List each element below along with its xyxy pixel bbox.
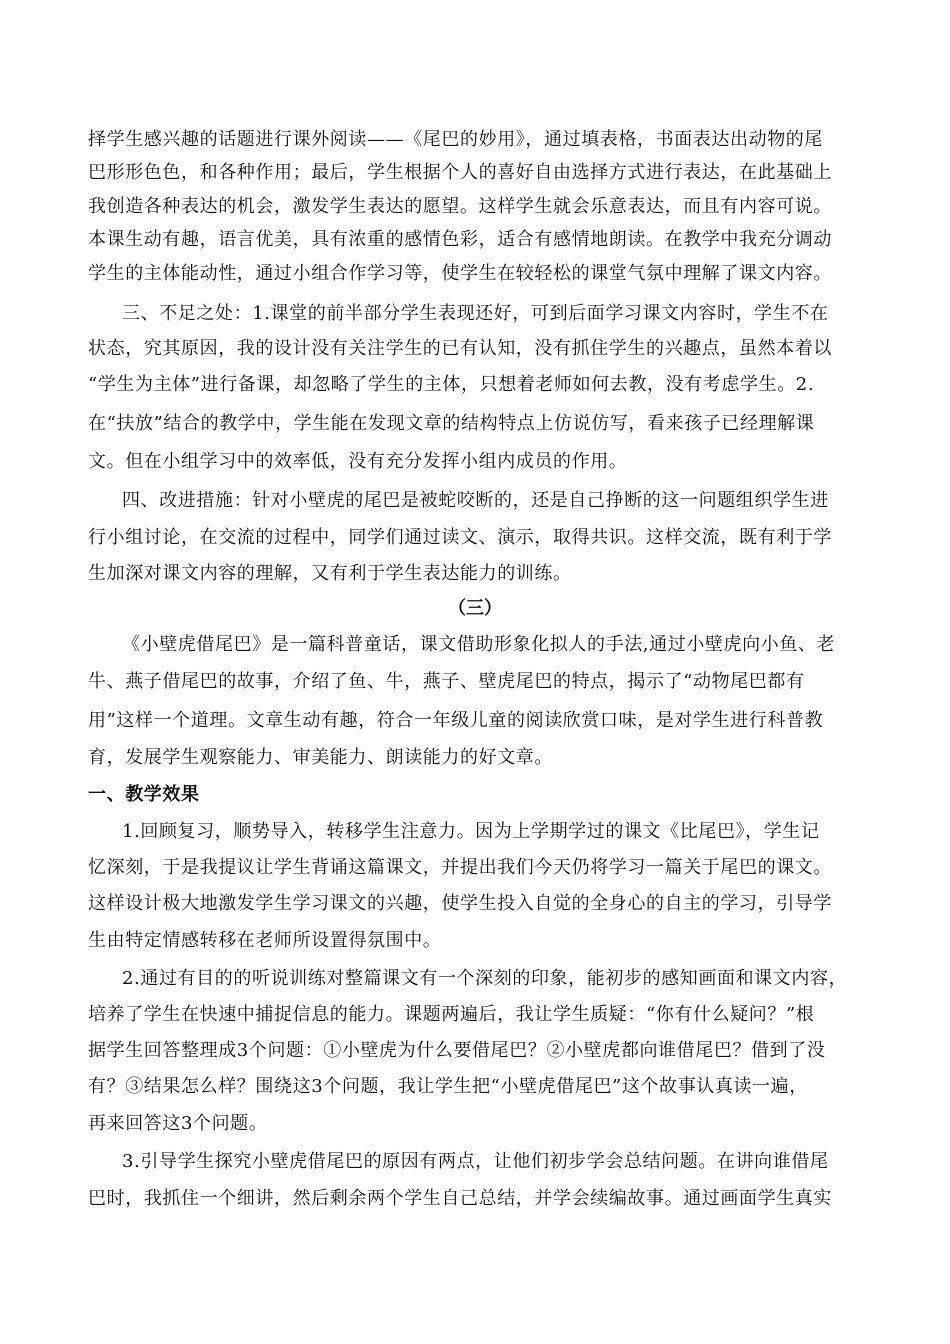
text-line: 三、不足之处：1.课堂的前半部分学生表现还好，可到后面学习课文内容时，学生不在 bbox=[122, 303, 829, 324]
text-line: 1.回顾复习，顺势导入，转移学生注意力。因为上学期学过的课文《比尾巴》，学生记 bbox=[122, 821, 820, 842]
text-line: 这样设计极大地激发学生学习课文的兴趣，使学生投入自觉的全身心的自主的学习，引导学 bbox=[88, 893, 832, 914]
text-line: 再来回答这3个问题。 bbox=[88, 1113, 268, 1134]
text-line: 文。但在小组学习中的效率低，没有充分发挥小组内成员的作用。 bbox=[88, 451, 628, 472]
text-line: 生由特定情感转移在老师所设置得氛围中。 bbox=[88, 930, 442, 951]
text-line: 3.引导学生探究小壁虎借尾巴的原因有两点，让他们初步学会总结问题。在讲向谁借尾 bbox=[122, 1151, 829, 1172]
text-line: 在“扶放”结合的教学中，学生能在发现文章的结构特点上仿说仿写，看来孩子已经理解课 bbox=[88, 413, 815, 434]
text-line: 生加深对课文内容的理解，又有利于学生表达能力的训练。 bbox=[88, 563, 572, 584]
text-line: 有？③结果怎么样？围绕这3个问题，我让学生把“小壁虎借尾巴”这个故事认真读一遍， bbox=[88, 1076, 808, 1097]
text-line: 巴形形色色，和各种作用；最后，学生根据个人的喜好自由选择方式进行表达，在此基础上 bbox=[88, 162, 832, 183]
text-line: 用”这样一个道理。文章生动有趣，符合一年级儿童的阅读欣赏口味，是对学生进行科普教 bbox=[88, 710, 824, 731]
text-line: 学生的主体能动性，通过小组合作学习等，使学生在较轻松的课堂气氛中理解了课文内容。 bbox=[88, 263, 832, 284]
text-line: 择学生感兴趣的话题进行课外阅读——《尾巴的妙用》，通过填表格，书面表达出动物的尾 bbox=[88, 129, 823, 150]
text-line: 据学生回答整理成3个问题：①小壁虎为什么要借尾巴？②小壁虎都向谁借尾巴？借到了没 bbox=[88, 1040, 826, 1061]
text-line: “学生为主体”进行备课，却忽略了学生的主体，只想着老师如何去教，没有考虑学生。2. bbox=[88, 374, 815, 395]
section-title: （三） bbox=[448, 598, 502, 619]
text-line: 培养了学生在快速中捕捉信息的能力。课题两遍后，我让学生质疑：“你有什么疑问？”根 bbox=[88, 1004, 815, 1025]
text-line: 状态，究其原因，我的设计没有关注学生的已有认知，没有抓住学生的兴趣点，虽然本着以 bbox=[88, 338, 832, 359]
text-line: 牛、燕子借尾巴的故事，介绍了鱼、牛，燕子、壁虎尾巴的特点，揭示了“动物尾巴都有 bbox=[88, 671, 805, 692]
text-line: 我创造各种表达的机会，激发学生表达的愿望。这样学生就会乐意表达，而且有内容可说。 bbox=[88, 196, 832, 217]
text-line: 《小壁虎借尾巴》是一篇科普童话，课文借助形象化拟人的手法,通过小壁虎向小鱼、老 bbox=[122, 634, 836, 655]
text-line: 育，发展学生观察能力、审美能力、朗读能力的好文章。 bbox=[88, 747, 553, 768]
text-line: 四、改进措施：针对小壁虎的尾巴是被蛇咬断的，还是自己挣断的这一问题组织学生进 bbox=[122, 490, 829, 511]
text-line: 忆深刻，于是我提议让学生背诵这篇课文，并提出我们今天仍将学习一篇关于尾巴的课文。 bbox=[88, 857, 832, 878]
text-line: 巴时，我抓住一个细讲，然后剩余两个学生自己总结，并学会续编故事。通过画面学生真实 bbox=[88, 1188, 832, 1209]
text-line: 本课生动有趣，语言优美，具有浓重的感情色彩，适合有感情地朗读。在教学中我充分调动 bbox=[88, 229, 832, 250]
section-heading: 一、教学效果 bbox=[88, 784, 200, 805]
text-line: 行小组讨论，在交流的过程中，同学们通过读文、演示，取得共识。这样交流，既有利于学 bbox=[88, 527, 832, 548]
text-line: 2.通过有目的的听说训练对整篇课文有一个深刻的印象，能初步的感知画面和课文内容， bbox=[122, 968, 848, 989]
